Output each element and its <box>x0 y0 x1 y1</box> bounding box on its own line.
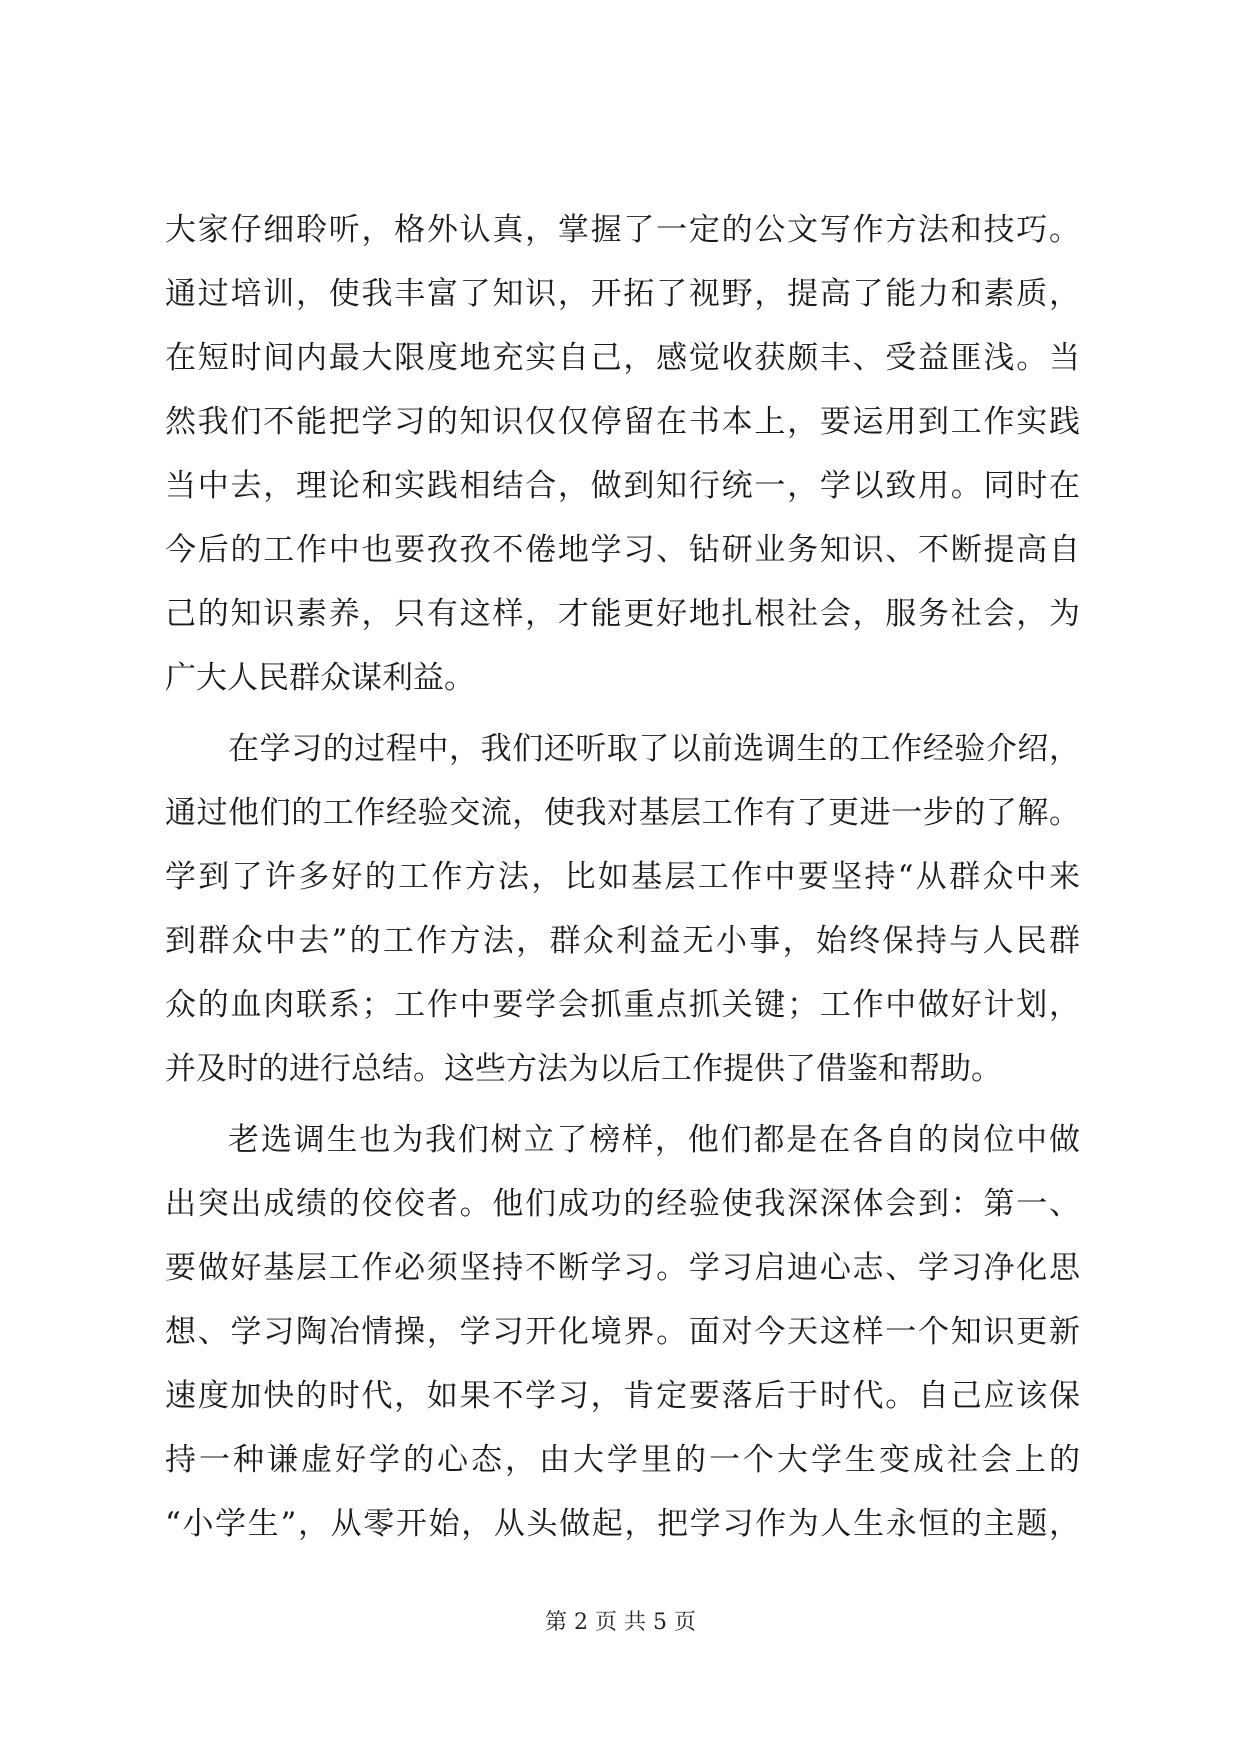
text-line: 要做好基层工作必须坚持不断学习。学习启迪心志、学习净化思 <box>165 1250 1080 1286</box>
text-line: 持一种谦虚好学的心态，由大学里的一个大学生变成社会上的 <box>165 1442 1080 1478</box>
text-line: 速度加快的时代，如果不学习，肯定要落后于时代。自己应该保 <box>165 1378 1080 1414</box>
text-line: 通过他们的工作经验交流，使我对基层工作有了更进一步的了解。 <box>165 795 1080 831</box>
text-line: 然我们不能把学习的知识仅仅停留在书本上，要运用到工作实践 <box>165 404 1080 440</box>
text-line: 在短时间内最大限度地充实自己，感觉收获颇丰、受益匪浅。当 <box>165 340 1080 376</box>
paragraph-first-line: 老选调生也为我们树立了榜样，他们都是在各自的岗位中做 <box>228 1122 1080 1158</box>
text-line: 己的知识素养，只有这样，才能更好地扎根社会，服务社会，为 <box>165 596 1080 632</box>
paragraph-first-line: 在学习的过程中，我们还听取了以前选调生的工作经验介绍， <box>228 731 1080 767</box>
text-line: 众的血肉联系；工作中要学会抓重点抓关键；工作中做好计划， <box>165 987 1080 1023</box>
text-line: 大家仔细聆听，格外认真，掌握了一定的公文写作方法和技巧。 <box>165 212 1080 248</box>
text-line: 出突出成绩的佼佼者。他们成功的经验使我深深体会到：第一、 <box>165 1186 1080 1222</box>
text-line: “小学生”，从零开始，从头做起，把学习作为人生永恒的主题， <box>165 1506 1080 1542</box>
text-line: 并及时的进行总结。这些方法为以后工作提供了借鉴和帮助。 <box>165 1051 1002 1087</box>
page-number-footer: 第 2 页 共 5 页 <box>545 1610 696 1635</box>
text-line: 想、学习陶冶情操，学习开化境界。面对今天这样一个知识更新 <box>165 1314 1080 1350</box>
text-line: 当中去，理论和实践相结合，做到知行统一，学以致用。同时在 <box>165 468 1080 504</box>
text-line: 今后的工作中也要孜孜不倦地学习、钻研业务知识、不断提高自 <box>165 532 1080 568</box>
text-line: 到群众中去”的工作方法，群众利益无小事，始终保持与人民群 <box>165 923 1080 959</box>
text-line: 广大人民群众谋利益。 <box>165 660 475 696</box>
text-line: 学到了许多好的工作方法，比如基层工作中要坚持“从群众中来 <box>165 859 1080 895</box>
text-line: 通过培训，使我丰富了知识，开拓了视野，提高了能力和素质， <box>165 276 1080 312</box>
